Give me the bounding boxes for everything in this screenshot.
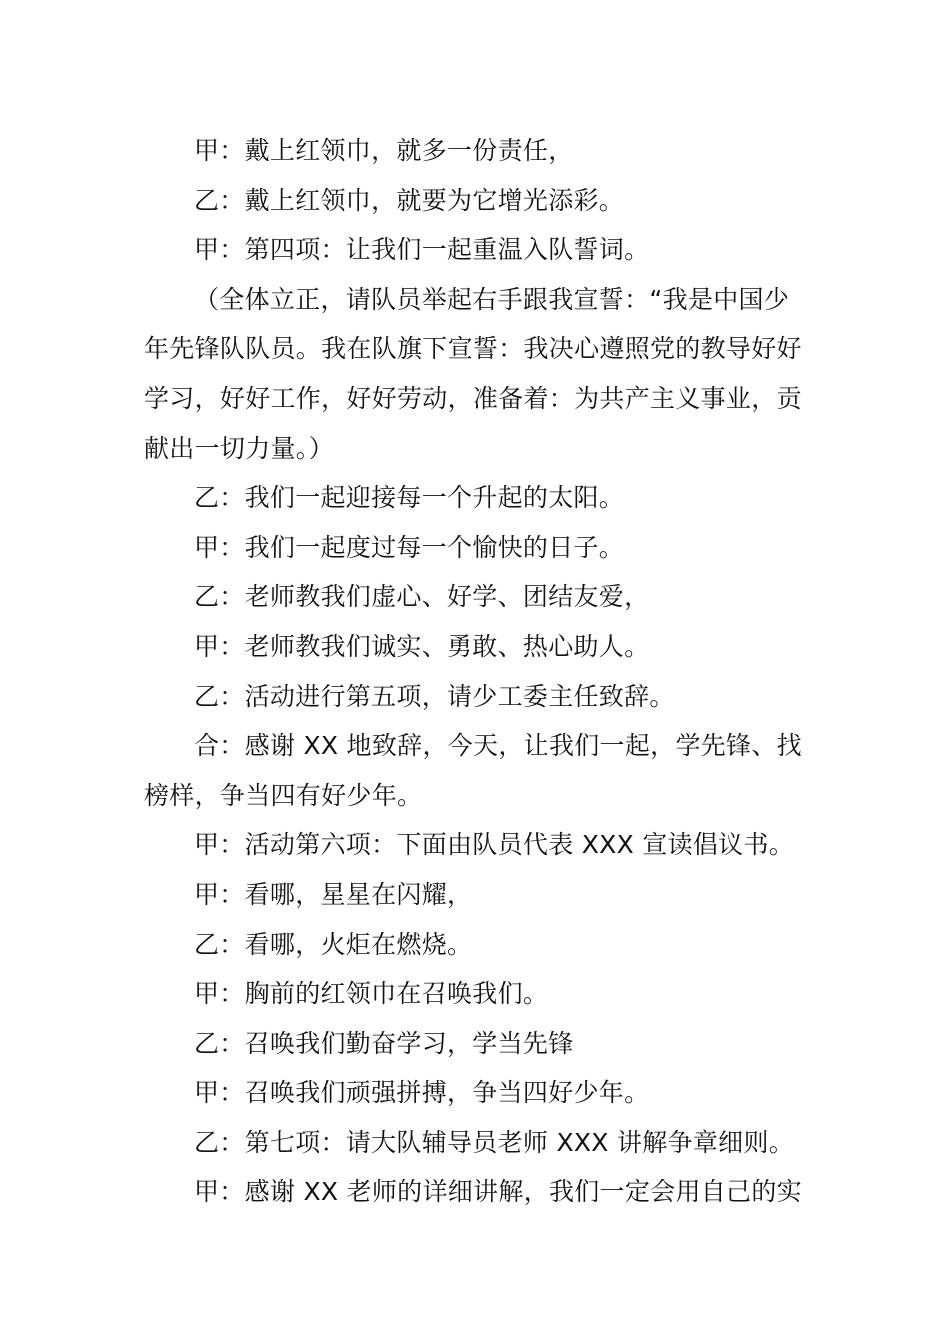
paragraph-15: 乙：召唤我们勤奋学习，学当先锋 [194, 1028, 574, 1058]
paragraph-5: 乙：我们一起迎接每一个升起的太阳。 [194, 483, 625, 513]
paragraph-3: 甲：第四项：让我们一起重温入队誓词。 [194, 235, 650, 265]
paragraph-18: 甲：感谢 XX 老师的详细讲解，我们一定会用自己的实 [194, 1177, 802, 1207]
paragraph-4-oath: （全体立正，请队员举起右手跟我宣誓：“我是中国少年先锋队队员。我在队旗下宣誓：我决心遵照党的教导好好学习，好好工作，好好劳动，准备着：为共产主义事业，贡献出一切力量。） [144, 284, 802, 463]
paragraph-7: 乙：老师教我们虚心、好学、团结友爱， [194, 582, 650, 612]
document-body [144, 126, 810, 1217]
paragraph-10: 合：感谢 XX 地致辞，今天，让我们一起，学先锋、找榜样，争当四有好少年。 [144, 731, 802, 810]
paragraph-16: 甲：召唤我们顽强拼搏，争当四好少年。 [194, 1078, 650, 1108]
paragraph-2: 乙：戴上红领巾，就要为它增光添彩。 [194, 185, 625, 215]
paragraph-14: 甲：胸前的红领巾在召唤我们。 [194, 979, 549, 1009]
paragraph-9: 乙：活动进行第五项，请少工委主任致辞。 [194, 681, 675, 711]
paragraph-12: 甲：看哪，星星在闪耀， [194, 879, 473, 909]
paragraph-8: 甲：老师教我们诚实、勇敢、热心助人。 [194, 631, 650, 661]
paragraph-17: 乙：第七项：请大队辅导员老师 XXX 讲解争章细则。 [194, 1127, 795, 1157]
paragraph-11: 甲：活动第六项：下面由队员代表 XXX 宣读倡议书。 [194, 830, 795, 860]
paragraph-13: 乙：看哪，火炬在燃烧。 [194, 929, 473, 959]
paragraph-1: 甲：戴上红领巾，就多一份责任， [194, 136, 574, 165]
paragraph-6: 甲：我们一起度过每一个愉快的日子。 [194, 532, 625, 562]
